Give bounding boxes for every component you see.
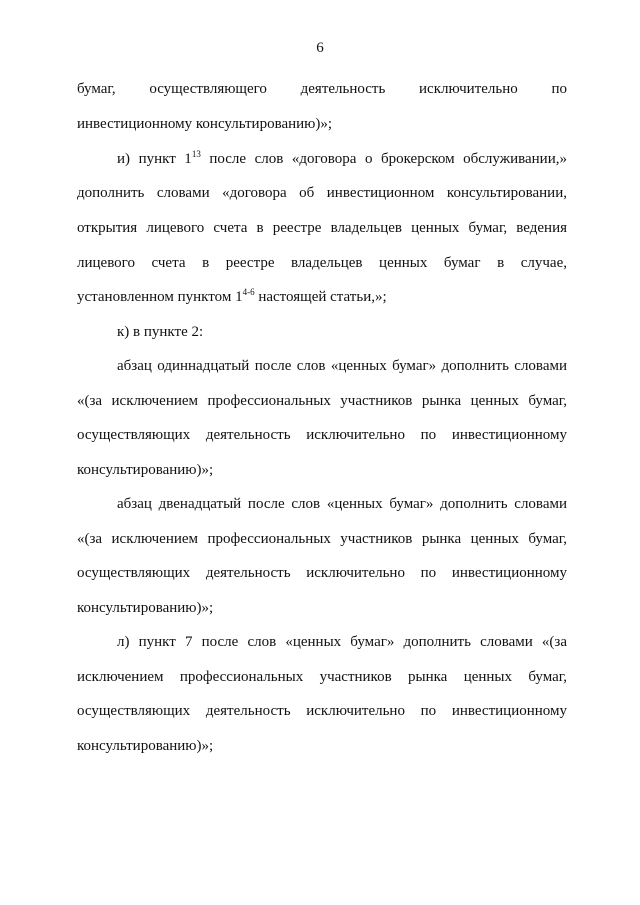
text-fragment: и) пункт 1 [117,151,192,167]
text-line: консультированию)»; [77,600,214,616]
text-fragment: настоящей статьи,»; [254,289,387,305]
text-line: консультированию)»; [77,738,214,754]
text-line: абзац двенадцатый после слов «ценных бумаг» дополнить словами [117,496,567,512]
superscript: 4-6 [242,287,255,297]
text-line: исключением профессиональных участников рынка ценных бумаг, [77,669,567,685]
text-line: инвестиционному консультированию)»; [77,116,333,132]
text-line: «(за исключением профессиональных участников рынка ценных бумаг, [77,531,567,547]
text-line: к) в пункте 2: [117,324,204,340]
text-line [117,150,567,168]
text-line: осуществляющих деятельность исключительно по инвестиционному [77,703,567,719]
text-fragment: после слов «договора о брокерском обслуживании,» [200,151,567,167]
text-line: осуществляющих деятельность исключительно по инвестиционному [77,565,567,581]
text-line: лицевого счета в реестре владельцев ценных бумаг в случае, [77,255,567,271]
superscript: 13 [191,149,201,159]
page-number: 6 [316,40,324,56]
text-line: л) пункт 7 после слов «ценных бумаг» дополнить словами «(за [117,634,567,650]
text-line [77,288,567,306]
text-line: осуществляющих деятельность исключительно по инвестиционному [77,427,567,443]
text-line: консультированию)»; [77,462,214,478]
text-line: абзац одиннадцатый после слов «ценных бумаг» дополнить словами [117,358,567,374]
text-line: бумаг, осуществляющего деятельность исключительно по [77,81,567,97]
text-fragment: установленном пунктом 1 [77,289,243,305]
text-line: дополнить словами «договора об инвестиционном консультировании, [77,185,567,201]
text-line: открытия лицевого счета в реестре владельцев ценных бумаг, ведения [77,220,567,236]
text-line: «(за исключением профессиональных участников рынка ценных бумаг, [77,393,567,409]
